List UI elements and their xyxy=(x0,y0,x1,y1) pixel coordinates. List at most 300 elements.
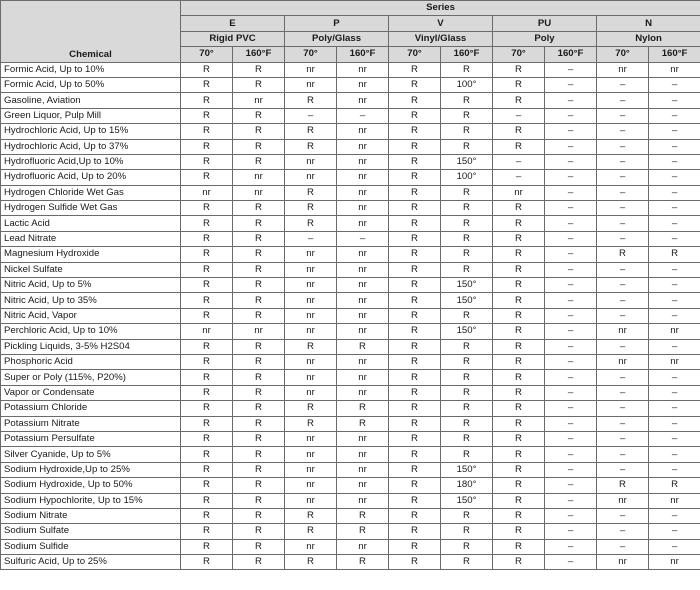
rating-cell: nr xyxy=(285,62,337,77)
rating-cell: R xyxy=(441,124,493,139)
rating-cell: 150° xyxy=(441,493,493,508)
rating-cell: nr xyxy=(337,62,389,77)
rating-cell: R xyxy=(389,385,441,400)
chemical-name-cell: Magnesium Hydroxide xyxy=(1,247,181,262)
rating-cell: R xyxy=(181,524,233,539)
rating-cell: nr xyxy=(285,447,337,462)
rating-cell: R xyxy=(233,154,285,169)
rating-cell: – xyxy=(545,77,597,92)
rating-cell: – xyxy=(649,385,700,400)
temp-header: 160°F xyxy=(337,47,389,62)
rating-cell: R xyxy=(389,308,441,323)
rating-cell: nr xyxy=(337,462,389,477)
table-row xyxy=(1,93,700,108)
rating-cell: R xyxy=(441,431,493,446)
rating-cell: R xyxy=(493,216,545,231)
rating-cell: R xyxy=(181,201,233,216)
chemical-name-cell: Vapor or Condensate xyxy=(1,385,181,400)
table-row xyxy=(1,339,700,354)
rating-cell: R xyxy=(493,493,545,508)
rating-cell: R xyxy=(441,262,493,277)
rating-cell: – xyxy=(597,231,649,246)
series-code-e: E xyxy=(181,16,285,31)
rating-cell: R xyxy=(441,370,493,385)
rating-cell: R xyxy=(389,370,441,385)
rating-cell: – xyxy=(649,293,700,308)
rating-cell: R xyxy=(493,524,545,539)
rating-cell: – xyxy=(597,93,649,108)
chemical-column-header: Chemical xyxy=(1,1,181,63)
table-row xyxy=(1,170,700,185)
rating-cell: R xyxy=(441,247,493,262)
rating-cell: R xyxy=(389,431,441,446)
rating-cell: R xyxy=(441,231,493,246)
rating-cell: R xyxy=(389,508,441,523)
rating-cell: R xyxy=(389,231,441,246)
rating-cell: – xyxy=(545,231,597,246)
temp-header: 70° xyxy=(181,47,233,62)
table-row xyxy=(1,508,700,523)
table-row xyxy=(1,416,700,431)
rating-cell: R xyxy=(181,354,233,369)
rating-cell: R xyxy=(285,201,337,216)
chemical-name-cell: Sodium Hydroxide,Up to 25% xyxy=(1,462,181,477)
rating-cell: R xyxy=(389,447,441,462)
rating-cell: R xyxy=(389,462,441,477)
chemical-name-cell: Silver Cyanide, Up to 5% xyxy=(1,447,181,462)
rating-cell: R xyxy=(285,185,337,200)
rating-cell: – xyxy=(545,385,597,400)
rating-cell: R xyxy=(233,124,285,139)
rating-cell: – xyxy=(545,462,597,477)
rating-cell: – xyxy=(493,108,545,123)
rating-cell: – xyxy=(649,370,700,385)
rating-cell: nr xyxy=(285,247,337,262)
table-row xyxy=(1,154,700,169)
rating-cell: R xyxy=(493,385,545,400)
chemical-name-cell: Potassium Persulfate xyxy=(1,431,181,446)
rating-cell: – xyxy=(545,539,597,554)
rating-cell: nr xyxy=(337,124,389,139)
series-material-p: Poly/Glass xyxy=(285,31,389,46)
rating-cell: nr xyxy=(285,431,337,446)
rating-cell: nr xyxy=(285,462,337,477)
rating-cell: nr xyxy=(337,493,389,508)
rating-cell: nr xyxy=(337,201,389,216)
rating-cell: – xyxy=(545,93,597,108)
rating-cell: R xyxy=(233,247,285,262)
rating-cell: nr xyxy=(337,247,389,262)
table-row xyxy=(1,431,700,446)
chemical-name-cell: Nitric Acid, Up to 35% xyxy=(1,293,181,308)
rating-cell: R xyxy=(493,416,545,431)
rating-cell: – xyxy=(545,124,597,139)
rating-cell: – xyxy=(545,555,597,570)
table-row xyxy=(1,308,700,323)
rating-cell: R xyxy=(441,354,493,369)
chemical-name-cell: Formic Acid, Up to 50% xyxy=(1,77,181,92)
temp-header: 70° xyxy=(493,47,545,62)
rating-cell: nr xyxy=(337,262,389,277)
table-row xyxy=(1,62,700,77)
rating-cell: R xyxy=(233,139,285,154)
rating-cell: nr xyxy=(337,77,389,92)
rating-cell: R xyxy=(285,555,337,570)
chemical-name-cell: Green Liquor, Pulp Mill xyxy=(1,108,181,123)
rating-cell: – xyxy=(597,124,649,139)
series-code-pu: PU xyxy=(493,16,597,31)
rating-cell: R xyxy=(233,308,285,323)
rating-cell: nr xyxy=(285,539,337,554)
rating-cell: R xyxy=(441,62,493,77)
rating-cell: R xyxy=(233,447,285,462)
series-material-e: Rigid PVC xyxy=(181,31,285,46)
rating-cell: R xyxy=(441,401,493,416)
rating-cell: R xyxy=(493,431,545,446)
chemical-name-cell: Sulfuric Acid, Up to 25% xyxy=(1,555,181,570)
rating-cell: nr xyxy=(285,493,337,508)
rating-cell: R xyxy=(493,324,545,339)
rating-cell: R xyxy=(233,431,285,446)
rating-cell: R xyxy=(389,139,441,154)
rating-cell: – xyxy=(597,293,649,308)
rating-cell: R xyxy=(181,139,233,154)
rating-cell: R xyxy=(389,278,441,293)
series-code-n: N xyxy=(597,16,700,31)
rating-cell: R xyxy=(597,478,649,493)
rating-cell: R xyxy=(389,62,441,77)
rating-cell: – xyxy=(649,539,700,554)
rating-cell: R xyxy=(233,493,285,508)
chemical-name-cell: Lactic Acid xyxy=(1,216,181,231)
rating-cell: R xyxy=(441,555,493,570)
rating-cell: R xyxy=(181,108,233,123)
rating-cell: R xyxy=(285,216,337,231)
temp-header: 160°F xyxy=(233,47,285,62)
rating-cell: R xyxy=(389,77,441,92)
rating-cell: nr xyxy=(649,62,700,77)
table-row xyxy=(1,385,700,400)
table-body xyxy=(1,62,700,570)
rating-cell: R xyxy=(181,478,233,493)
rating-cell: nr xyxy=(337,447,389,462)
rating-cell: – xyxy=(597,139,649,154)
rating-cell: – xyxy=(545,170,597,185)
rating-cell: R xyxy=(181,339,233,354)
table-row xyxy=(1,462,700,477)
rating-cell: nr xyxy=(285,324,337,339)
rating-cell: R xyxy=(181,216,233,231)
temp-header: 160°F xyxy=(545,47,597,62)
rating-cell: R xyxy=(181,416,233,431)
rating-cell: R xyxy=(441,308,493,323)
rating-cell: R xyxy=(493,293,545,308)
rating-cell: nr xyxy=(285,293,337,308)
rating-cell: – xyxy=(649,231,700,246)
rating-cell: 100° xyxy=(441,170,493,185)
rating-cell: R xyxy=(389,401,441,416)
rating-cell: R xyxy=(389,539,441,554)
rating-cell: R xyxy=(181,77,233,92)
rating-cell: R xyxy=(285,524,337,539)
rating-cell: R xyxy=(181,170,233,185)
rating-cell: R xyxy=(233,416,285,431)
rating-cell: nr xyxy=(233,93,285,108)
rating-cell: R xyxy=(233,555,285,570)
rating-cell: R xyxy=(493,93,545,108)
rating-cell: R xyxy=(233,231,285,246)
rating-cell: R xyxy=(337,339,389,354)
rating-cell: – xyxy=(649,201,700,216)
rating-cell: – xyxy=(597,416,649,431)
rating-cell: – xyxy=(545,324,597,339)
rating-cell: R xyxy=(389,524,441,539)
rating-cell: nr xyxy=(285,154,337,169)
rating-cell: nr xyxy=(337,478,389,493)
chemical-name-cell: Hydrogen Chloride Wet Gas xyxy=(1,185,181,200)
rating-cell: R xyxy=(493,278,545,293)
rating-cell: – xyxy=(649,416,700,431)
rating-cell: R xyxy=(285,416,337,431)
rating-cell: – xyxy=(597,77,649,92)
rating-cell: R xyxy=(493,370,545,385)
rating-cell: R xyxy=(285,139,337,154)
rating-cell: R xyxy=(285,124,337,139)
rating-cell: 150° xyxy=(441,324,493,339)
rating-cell: R xyxy=(389,185,441,200)
rating-cell: R xyxy=(389,154,441,169)
rating-cell: – xyxy=(649,401,700,416)
rating-cell: R xyxy=(441,108,493,123)
rating-cell: R xyxy=(233,293,285,308)
rating-cell: – xyxy=(337,231,389,246)
rating-cell: – xyxy=(493,154,545,169)
table-row xyxy=(1,247,700,262)
chemical-name-cell: Phosphoric Acid xyxy=(1,354,181,369)
rating-cell: – xyxy=(649,508,700,523)
chemical-name-cell: Perchloric Acid, Up to 10% xyxy=(1,324,181,339)
rating-cell: – xyxy=(649,308,700,323)
rating-cell: nr xyxy=(337,354,389,369)
rating-cell: R xyxy=(493,539,545,554)
table-row xyxy=(1,555,700,570)
rating-cell: nr xyxy=(337,278,389,293)
table-row xyxy=(1,354,700,369)
rating-cell: nr xyxy=(285,478,337,493)
rating-cell: nr xyxy=(597,555,649,570)
chemical-name-cell: Hydrochloric Acid, Up to 37% xyxy=(1,139,181,154)
rating-cell: R xyxy=(493,247,545,262)
table-header xyxy=(1,1,700,63)
rating-cell: R xyxy=(389,324,441,339)
rating-cell: nr xyxy=(233,170,285,185)
rating-cell: R xyxy=(493,508,545,523)
table-row xyxy=(1,324,700,339)
rating-cell: R xyxy=(441,216,493,231)
rating-cell: R xyxy=(649,478,700,493)
rating-cell: R xyxy=(233,478,285,493)
rating-cell: R xyxy=(493,139,545,154)
rating-cell: – xyxy=(597,201,649,216)
rating-cell: R xyxy=(337,555,389,570)
rating-cell: R xyxy=(493,201,545,216)
rating-cell: R xyxy=(285,93,337,108)
table-row xyxy=(1,524,700,539)
rating-cell: R xyxy=(181,247,233,262)
rating-cell: R xyxy=(337,508,389,523)
rating-cell: 100° xyxy=(441,77,493,92)
rating-cell: – xyxy=(337,108,389,123)
rating-cell: – xyxy=(597,524,649,539)
rating-cell: – xyxy=(545,524,597,539)
chemical-name-cell: Potassium Chloride xyxy=(1,401,181,416)
rating-cell: nr xyxy=(337,385,389,400)
series-material-pu: Poly xyxy=(493,31,597,46)
rating-cell: nr xyxy=(181,324,233,339)
rating-cell: R xyxy=(389,339,441,354)
chemical-name-cell: Formic Acid, Up to 10% xyxy=(1,62,181,77)
rating-cell: nr xyxy=(233,324,285,339)
temp-header: 160°F xyxy=(649,47,700,62)
rating-cell: nr xyxy=(285,262,337,277)
rating-cell: nr xyxy=(337,93,389,108)
chemical-name-cell: Nickel Sulfate xyxy=(1,262,181,277)
rating-cell: R xyxy=(233,354,285,369)
chemical-name-cell: Lead Nitrate xyxy=(1,231,181,246)
rating-cell: nr xyxy=(649,555,700,570)
table-row xyxy=(1,370,700,385)
rating-cell: R xyxy=(441,447,493,462)
rating-cell: R xyxy=(337,524,389,539)
chemical-name-cell: Nitric Acid, Up to 5% xyxy=(1,278,181,293)
rating-cell: R xyxy=(285,508,337,523)
rating-cell: R xyxy=(233,77,285,92)
rating-cell: R xyxy=(389,216,441,231)
rating-cell: R xyxy=(389,478,441,493)
rating-cell: – xyxy=(649,278,700,293)
rating-cell: R xyxy=(181,401,233,416)
chemical-name-cell: Sodium Nitrate xyxy=(1,508,181,523)
rating-cell: – xyxy=(545,447,597,462)
table-row xyxy=(1,124,700,139)
rating-cell: R xyxy=(441,385,493,400)
rating-cell: R xyxy=(233,524,285,539)
chemical-name-cell: Hydrochloric Acid, Up to 15% xyxy=(1,124,181,139)
rating-cell: – xyxy=(597,447,649,462)
rating-cell: nr xyxy=(649,493,700,508)
rating-cell: R xyxy=(233,508,285,523)
rating-cell: – xyxy=(545,293,597,308)
rating-cell: R xyxy=(181,262,233,277)
rating-cell: – xyxy=(545,154,597,169)
rating-cell: – xyxy=(649,124,700,139)
rating-cell: R xyxy=(233,401,285,416)
rating-cell: 150° xyxy=(441,293,493,308)
rating-cell: 150° xyxy=(441,154,493,169)
table-row xyxy=(1,201,700,216)
rating-cell: R xyxy=(493,339,545,354)
rating-cell: – xyxy=(597,308,649,323)
rating-cell: – xyxy=(597,462,649,477)
rating-cell: R xyxy=(493,231,545,246)
rating-cell: nr xyxy=(285,370,337,385)
table-row xyxy=(1,77,700,92)
rating-cell: R xyxy=(389,247,441,262)
rating-cell: – xyxy=(597,539,649,554)
rating-cell: – xyxy=(545,201,597,216)
rating-cell: R xyxy=(181,154,233,169)
rating-cell: – xyxy=(545,185,597,200)
rating-cell: nr xyxy=(285,354,337,369)
rating-cell: – xyxy=(649,262,700,277)
rating-cell: R xyxy=(493,124,545,139)
rating-cell: R xyxy=(389,493,441,508)
rating-cell: R xyxy=(233,370,285,385)
chemical-name-cell: Super or Poly (115%, P20%) xyxy=(1,370,181,385)
rating-cell: – xyxy=(649,216,700,231)
rating-cell: R xyxy=(233,108,285,123)
rating-cell: R xyxy=(233,62,285,77)
rating-cell: – xyxy=(545,478,597,493)
rating-cell: R xyxy=(181,462,233,477)
rating-cell: R xyxy=(441,416,493,431)
rating-cell: – xyxy=(545,354,597,369)
rating-cell: R xyxy=(493,77,545,92)
table-row xyxy=(1,401,700,416)
series-material-n: Nylon xyxy=(597,31,700,46)
rating-cell: nr xyxy=(285,170,337,185)
rating-cell: R xyxy=(389,93,441,108)
chemical-name-cell: Gasoline, Aviation xyxy=(1,93,181,108)
rating-cell: nr xyxy=(649,354,700,369)
rating-cell: R xyxy=(181,93,233,108)
rating-cell: nr xyxy=(337,308,389,323)
series-code-v: V xyxy=(389,16,493,31)
temp-header: 70° xyxy=(597,47,649,62)
rating-cell: – xyxy=(597,370,649,385)
rating-cell: nr xyxy=(181,185,233,200)
chemical-name-cell: Sodium Hydroxide, Up to 50% xyxy=(1,478,181,493)
rating-cell: R xyxy=(493,354,545,369)
chemical-name-cell: Sodium Hypochlorite, Up to 15% xyxy=(1,493,181,508)
rating-cell: – xyxy=(649,447,700,462)
rating-cell: R xyxy=(181,508,233,523)
rating-cell: – xyxy=(285,231,337,246)
rating-cell: R xyxy=(493,462,545,477)
rating-cell: R xyxy=(389,293,441,308)
rating-cell: R xyxy=(337,416,389,431)
rating-cell: – xyxy=(649,108,700,123)
rating-cell: R xyxy=(441,539,493,554)
rating-cell: – xyxy=(649,185,700,200)
rating-cell: – xyxy=(597,401,649,416)
rating-cell: nr xyxy=(337,185,389,200)
rating-cell: – xyxy=(649,93,700,108)
rating-cell: – xyxy=(597,154,649,169)
table-row xyxy=(1,278,700,293)
chemical-name-cell: Nitric Acid, Vapor xyxy=(1,308,181,323)
rating-cell: R xyxy=(389,416,441,431)
rating-cell: – xyxy=(649,154,700,169)
rating-cell: – xyxy=(545,108,597,123)
rating-cell: nr xyxy=(233,185,285,200)
table-row xyxy=(1,447,700,462)
chemical-name-cell: Hydrofluoric Acid, Up to 20% xyxy=(1,170,181,185)
rating-cell: – xyxy=(545,370,597,385)
rating-cell: R xyxy=(181,555,233,570)
rating-cell: R xyxy=(493,262,545,277)
table-row xyxy=(1,262,700,277)
